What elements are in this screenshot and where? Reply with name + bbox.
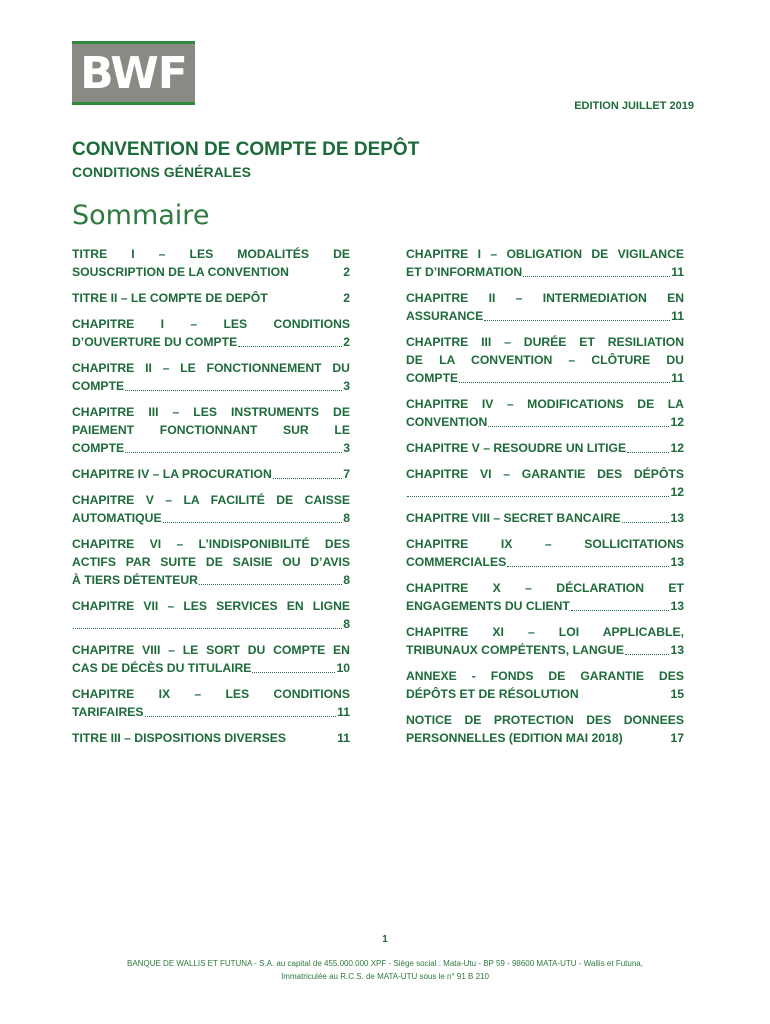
toc-page-number: 3	[343, 441, 350, 455]
toc-entry[interactable]	[72, 245, 350, 281]
toc-entry-text: ENGAGEMENTS DU CLIENT	[406, 599, 570, 613]
toc-leader-dots	[484, 320, 670, 321]
toc-entry[interactable]	[406, 711, 684, 747]
toc-entry-text: COMPTE	[72, 441, 125, 455]
toc-entry-text: DÉPÔTS ET DE RÉSOLUTION	[406, 687, 579, 701]
toc-entry[interactable]	[406, 333, 684, 387]
toc-page-number: 12	[670, 415, 684, 429]
toc-entry[interactable]	[406, 465, 684, 501]
toc-entry-text: SOUSCRIPTION DE LA CONVENTION	[72, 265, 289, 279]
toc-entry-text: PAIEMENT FONCTIONNANT SUR LE	[72, 423, 350, 437]
toc-page-number: 10	[336, 661, 350, 675]
toc-entry-text: ET D’INFORMATION	[406, 265, 523, 279]
toc-leader-dots	[273, 478, 342, 479]
toc-entry-text: CHAPITRE IV – MODIFICATIONS DE LA	[406, 397, 684, 411]
footer	[60, 957, 710, 983]
toc-entry[interactable]	[72, 597, 350, 633]
toc-leader-dots	[488, 426, 669, 427]
toc-entry[interactable]	[406, 667, 684, 703]
footer-line: Immatriculée au R.C.S. de MATA-UTU sous le n° 91 B 210	[281, 972, 489, 981]
toc-leader-dots	[523, 276, 670, 277]
toc-entry-text: CHAPITRE II – LE FONCTIONNEMENT DU	[72, 361, 350, 375]
toc-entry-text: CHAPITRE III – LES INSTRUMENTS DE	[72, 405, 350, 419]
toc-entry-text: ACTIFS PAR SUITE DE SAISIE OU D’AVIS	[72, 555, 350, 569]
toc-entry[interactable]	[72, 289, 350, 307]
toc-leader-dots	[199, 584, 342, 585]
toc-entry-text: À TIERS DÉTENTEUR	[72, 573, 198, 587]
toc-entry-text: TITRE II – LE COMPTE DE DEPÔT	[72, 291, 268, 305]
toc-leader-dots	[625, 654, 669, 655]
toc-leader-dots	[238, 346, 342, 347]
toc-entry-text: AUTOMATIQUE	[72, 511, 162, 525]
toc-entry-text: CHAPITRE III – DURÉE ET RESILIATION	[406, 335, 684, 349]
toc-entry-text: CHAPITRE VI – L’INDISPONIBILITÉ DES	[72, 537, 350, 551]
toc-entry-text: DE LA CONVENTION – CLÔTURE DU	[406, 353, 684, 367]
toc-entry-text: CHAPITRE V – RESOUDRE UN LITIGE	[406, 441, 627, 455]
toc-leader-dots	[125, 452, 342, 453]
toc-page-number: 11	[671, 265, 684, 279]
toc-leader-dots	[73, 628, 342, 629]
toc-leader-dots	[407, 496, 669, 497]
footer-line: BANQUE DE WALLIS ET FUTUNA - S.A. au capital de 455.000.000 XPF - Siège social : Mata-Utu - BP 59 - 98600 MATA-UTU - Wallis et Futuna,	[127, 959, 643, 968]
toc-entry-text: TITRE I – LES MODALITÉS DE	[72, 247, 350, 261]
toc-leader-dots	[125, 390, 342, 391]
toc-entry-text: CHAPITRE XI – LOI APPLICABLE,	[406, 625, 684, 639]
toc-entry-text: PERSONNELLES (EDITION MAI 2018)	[406, 731, 623, 745]
toc-entry-text: ANNEXE - FONDS DE GARANTIE DES	[406, 669, 684, 683]
toc-page-number: 13	[670, 643, 684, 657]
toc-entry-text: CHAPITRE I – OBLIGATION DE VIGILANCE	[406, 247, 684, 261]
toc-leader-dots	[622, 522, 670, 523]
toc-entry[interactable]	[72, 729, 350, 747]
toc-page-number: 11	[671, 371, 684, 385]
toc-page-number: 17	[670, 731, 684, 745]
toc-page-number: 8	[343, 573, 350, 587]
toc-entry[interactable]	[406, 245, 684, 281]
summary-heading: Sommaire	[72, 200, 210, 231]
toc-entry-text: CHAPITRE X – DÉCLARATION ET	[406, 581, 684, 595]
toc-entry-text: CHAPITRE II – INTERMEDIATION EN	[406, 291, 684, 305]
toc-page-number: 2	[343, 335, 350, 349]
toc-entry-text: CHAPITRE IX – SOLLICITATIONS	[406, 537, 684, 551]
toc-page-number: 2	[343, 291, 350, 305]
toc-entry-text: CHAPITRE V – LA FACILITÉ DE CAISSE	[72, 493, 350, 507]
toc-entry-text: CHAPITRE VII – LES SERVICES EN LIGNE	[72, 599, 350, 613]
toc-page-number: 2	[343, 265, 350, 279]
toc-entry-text: D’OUVERTURE DU COMPTE	[72, 335, 238, 349]
toc-page-number: 13	[670, 599, 684, 613]
document-subtitle: CONDITIONS GÉNÉRALES	[72, 164, 251, 180]
toc-entry[interactable]	[406, 623, 684, 659]
toc-entry[interactable]	[72, 403, 350, 457]
toc-page-number: 11	[337, 705, 350, 719]
toc-page-number: 8	[343, 617, 350, 631]
toc-entry-text: TRIBUNAUX COMPÉTENTS, LANGUE	[406, 643, 625, 657]
document-title: CONVENTION DE COMPTE DE DEPÔT	[72, 139, 420, 160]
toc-leader-dots	[459, 382, 670, 383]
toc-page-number: 8	[343, 511, 350, 525]
toc-leader-dots	[145, 716, 337, 717]
toc-page-number: 7	[343, 467, 350, 481]
toc-page-number: 13	[670, 511, 684, 525]
toc-entry-text: CHAPITRE I – LES CONDITIONS	[72, 317, 350, 331]
toc-right-column	[406, 245, 684, 755]
toc-entry[interactable]	[72, 641, 350, 677]
toc-entry[interactable]	[406, 535, 684, 571]
toc-entry-text: CHAPITRE IV – LA PROCURATION	[72, 467, 272, 481]
toc-entry-text: COMMERCIALES	[406, 555, 507, 569]
toc-entry-text: CHAPITRE IX – LES CONDITIONS	[72, 687, 350, 701]
toc-leader-dots	[163, 522, 343, 523]
toc-entry[interactable]	[72, 315, 350, 351]
toc-page-number: 15	[670, 687, 684, 701]
toc-page-number: 13	[670, 555, 684, 569]
toc-entry[interactable]	[406, 579, 684, 615]
toc-entry[interactable]	[406, 439, 684, 457]
toc-entry[interactable]	[406, 509, 684, 527]
toc-entry[interactable]	[72, 359, 350, 395]
page-number: 1	[382, 934, 388, 945]
toc-entry-text: NOTICE DE PROTECTION DES DONNEES	[406, 713, 684, 727]
toc-entry[interactable]	[72, 465, 350, 483]
toc-entry-text: CHAPITRE VIII – SECRET BANCAIRE	[406, 511, 621, 525]
toc-leader-dots	[627, 452, 669, 453]
logo-text: BWF	[80, 47, 187, 99]
toc-entry[interactable]	[72, 685, 350, 721]
toc-leader-dots	[571, 610, 670, 611]
toc-entry[interactable]	[72, 535, 350, 589]
toc-entry[interactable]	[406, 395, 684, 431]
toc-entry[interactable]	[406, 289, 684, 325]
toc-entry-text: COMPTE	[406, 371, 459, 385]
toc-page-number: 3	[343, 379, 350, 393]
toc-entry-text: CHAPITRE VI – GARANTIE DES DÉPÔTS	[406, 467, 684, 481]
bwf-logo	[72, 44, 195, 102]
toc-entry-text: CONVENTION	[406, 415, 488, 429]
toc-page-number: 11	[337, 731, 350, 745]
toc-page-number: 12	[670, 485, 684, 499]
toc-entry-text: COMPTE	[72, 379, 125, 393]
toc-entry-text: ASSURANCE	[406, 309, 484, 323]
toc-entry[interactable]	[72, 491, 350, 527]
toc-page-number: 12	[670, 441, 684, 455]
toc-entry-text: CHAPITRE VIII – LE SORT DU COMPTE EN	[72, 643, 350, 657]
toc-left-column	[72, 245, 350, 755]
edition-label: EDITION JUILLET 2019	[574, 100, 694, 112]
toc-entry-text: TITRE III – DISPOSITIONS DIVERSES	[72, 731, 287, 745]
toc-page-number: 11	[671, 309, 684, 323]
toc-leader-dots	[252, 672, 335, 673]
toc-entry-text: TARIFAIRES	[72, 705, 144, 719]
toc-entry-text: CAS DE DÉCÈS DU TITULAIRE	[72, 661, 252, 675]
toc-leader-dots	[507, 566, 669, 567]
